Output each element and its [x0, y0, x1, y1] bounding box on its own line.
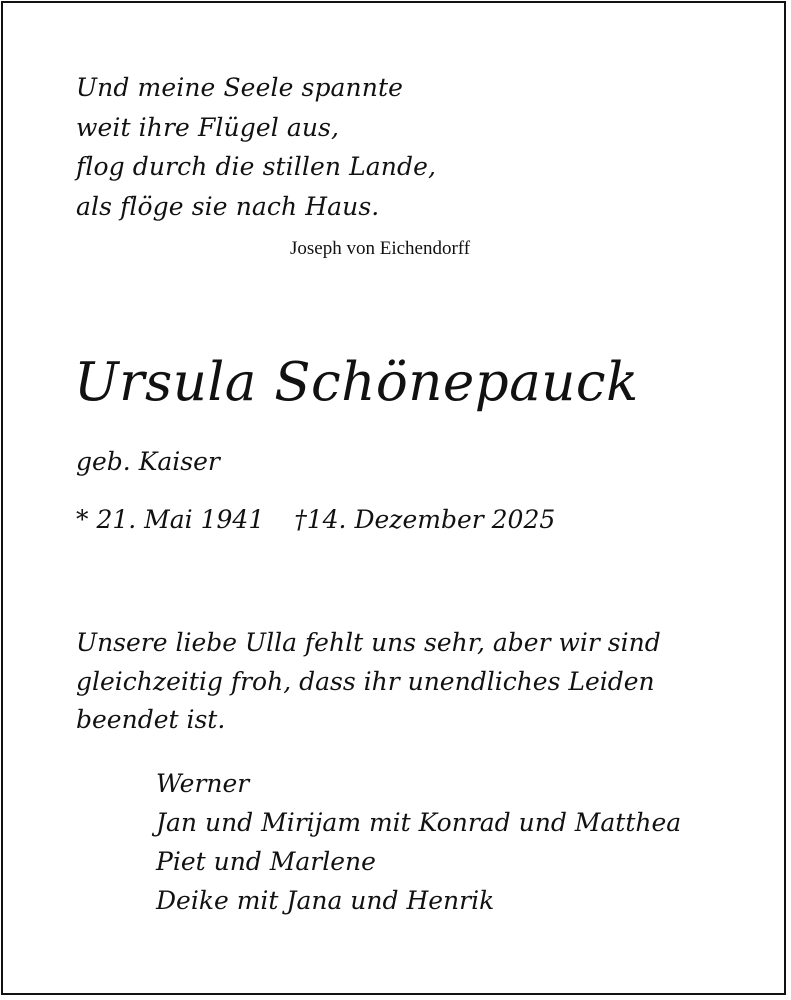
- condolence-message: [76, 624, 661, 740]
- message-line: Unsere liebe Ulla fehlt uns sehr, aber wir sind: [76, 628, 661, 657]
- maiden-name: geb. Kaiser: [76, 447, 220, 476]
- poem-line: als flöge sie nach Haus.: [76, 191, 380, 221]
- birth-date: * 21. Mai 1941: [76, 505, 265, 534]
- message-line: beendet ist.: [76, 705, 226, 734]
- poem-line: Und meine Seele spannte: [76, 73, 403, 102]
- poem-line: flog durch die stillen Lande,: [76, 152, 437, 181]
- mourner-line: Werner: [156, 769, 250, 798]
- poem-author: Joseph von Eichendorff: [290, 238, 471, 259]
- mourner-line: Jan und Mirijam mit Konrad und Matthea: [156, 808, 682, 837]
- poem: [76, 68, 436, 226]
- mourner-line: Piet und Marlene: [156, 847, 376, 876]
- mourners-list: [156, 764, 681, 920]
- deceased-name: Ursula Schönepauck: [74, 352, 639, 413]
- mourner-line: Deike mit Jana und Henrik: [156, 886, 495, 915]
- message-line: gleichzeitig froh, dass ihr unendliches Leiden: [76, 666, 655, 696]
- poem-line: weit ihre Flügel aus,: [76, 112, 340, 142]
- death-date: †14. Dezember 2025: [294, 505, 556, 534]
- life-dates: [76, 505, 555, 534]
